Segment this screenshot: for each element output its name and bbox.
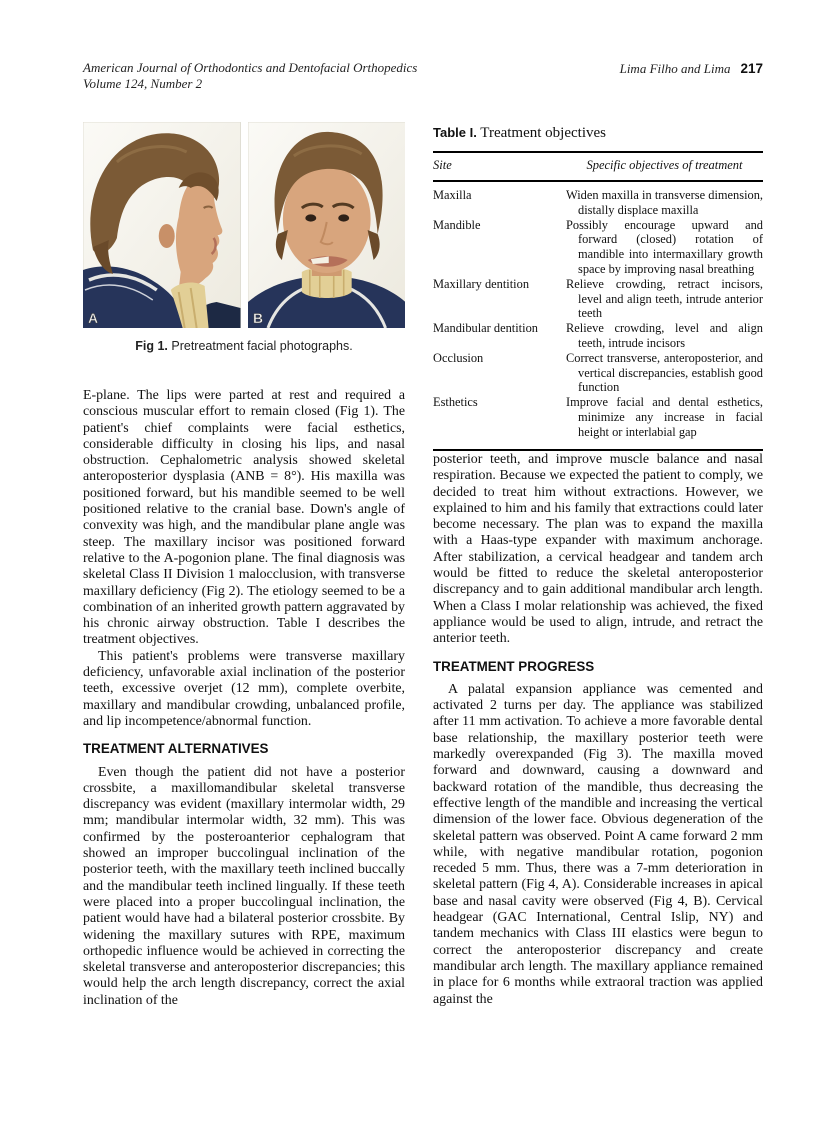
table-1-label: Table I. <box>433 125 477 140</box>
left-column <box>83 388 405 1009</box>
figure-1-caption-text: Pretreatment facial photographs. <box>167 339 353 353</box>
table-bottom-rule <box>433 449 763 451</box>
table-row <box>433 277 763 321</box>
table-row <box>433 218 763 277</box>
table-cell-objective: Relieve crowding, retract incisors, level and align teeth, intrude anterior teeth <box>566 276 763 321</box>
table-1-col-objectives: Specific objectives of treatment <box>586 158 743 172</box>
table-cell-objective: Correct transverse, anteroposterior, and vertical discrepancies, establish good function <box>566 350 763 395</box>
right-column <box>433 452 763 1008</box>
table-cell-site: Mandibular dentition <box>433 321 538 336</box>
table-cell-objective: Widen maxilla in transverse dimension, distally displace maxilla <box>566 188 763 217</box>
paragraph: A palatal expansion appliance was cemented and activated 2 turns per day. The appliance was stabilized after 11 mm activation. To achieve a more favorable dental base relationship, the maxillary posterior teeth were markedly overexpanded (Fig 3). The maxilla moved forward and downward, causing a downward and backward rotation of the mandible, thus decreasing the effective length of the mandible and increasing the vertical dimension of the lower face. Obvious degeneration of the skeletal pattern was observed. Point A came forward 2 mm while, with negative mandibular rotation, pogonion receded 5 mm. Thus, there was a 7-mm deterioration in skeletal pattern (Fig 4, A). Considerable increases in apical base and nasal cavity were observed (Fig 4, B). Cervical headgear (GAC International, Central Islip, NY) and tandem mechanics with Class III elastics were begun to correct the anteroposterior discrepancy and create mandibular arch length. The maxillary appliance remained in place for 6 months while extraoral traction was applied against the <box>433 681 763 1007</box>
profile-photo-illustration <box>83 122 241 328</box>
table-1-body <box>433 182 763 449</box>
page-number: 217 <box>740 61 763 76</box>
journal-title: American Journal of Orthodontics and Dentofacial Orthopedics <box>83 60 418 75</box>
table-cell-objective: Possibly encourage upward and forward (closed) rotation of mandible into intermaxillary growth space by improving nasal breathing <box>566 217 763 276</box>
running-authors: Lima Filho and Lima <box>619 61 731 76</box>
section-heading-treatment-progress: TREATMENT PROGRESS <box>433 658 595 674</box>
photo-b-label: B <box>252 309 263 327</box>
paragraph: posterior teeth, and improve muscle balance and nasal respiration. Because we expected the patient to comply, we decided to treat him without extractions. However, we explained to him and his family that extractions could later become necessary. The plan was to expand the maxilla with a Haas-type expander with maximum anchorage. After stabilization, a cervical headgear and tandem arch would be fitted to reduce the skeletal anteroposterior discrepancy and to gain additional mandibular arch length. When a Class I molar relationship was achieved, the fixed appliance would be used to align, intrude, and retract the anterior teeth. <box>433 452 763 647</box>
journal-volume: Volume 124, Number 2 <box>83 76 203 91</box>
table-row <box>433 188 763 218</box>
table-row <box>433 321 763 351</box>
table-cell-site: Maxilla <box>433 188 472 202</box>
table-row <box>433 395 763 439</box>
table-1-title <box>433 125 763 142</box>
table-row <box>433 351 763 395</box>
paragraph: Even though the patient did not have a posterior crossbite, a maxillomandibular skeletal transverse discrepancy was evident (maxillary intermolar width, 29 mm; mandibular intermolar width, 32 mm). This was confirmed by the posteroanterior cephalogram that showed an improper buccolingual inclination of the posterior teeth, with the maxillary teeth inclined buccally and the mandibular teeth inclined lingually. If these teeth were placed into a proper buccolingual inclination, the patient would have had a bilateral posterior crossbite. By widening the maxillary sutures with RPE, maximum orthopedic influence would be achieved in correcting the skeletal transverse and anteroposterior discrepancies; this would help the arch length discrepancy, correct the axial inclination of the <box>83 764 405 1008</box>
figure-1-caption-label: Fig 1. <box>135 339 168 353</box>
table-1-header-row <box>433 153 763 180</box>
running-head-right <box>620 60 763 78</box>
table-cell-site: Occlusion <box>433 350 484 365</box>
table-cell-site: Mandible <box>433 217 481 232</box>
figure-1-photos <box>83 122 405 328</box>
table-cell-site: Maxillary dentition <box>433 276 530 291</box>
figure-1-caption <box>83 339 405 353</box>
frontal-photo-illustration <box>248 122 406 328</box>
section-heading-treatment-alternatives: TREATMENT ALTERNATIVES <box>83 741 269 757</box>
table-1-col-site: Site <box>433 158 452 172</box>
table-1 <box>433 125 763 451</box>
running-head-left <box>83 60 503 92</box>
table-cell-objective: Improve facial and dental esthetics, minimize any increase in facial height or interlabial gap <box>566 395 763 439</box>
photo-a-label: A <box>87 309 99 327</box>
figure-1 <box>83 122 405 353</box>
table-1-title-text: Treatment objectives <box>476 125 606 141</box>
photo-profile <box>83 122 241 328</box>
paragraph: This patient's problems were transverse maxillary deficiency, unfavorable axial inclination of the posterior teeth, excessive overjet (12 mm), complete overbite, maxillary and mandibular crowding, unbalanced profile, and lip incompetence/abnormal function. <box>83 648 405 729</box>
photo-frontal <box>248 122 406 328</box>
table-cell-site: Esthetics <box>433 395 478 410</box>
table-cell-objective: Relieve crowding, level and align teeth, intrude incisors <box>566 321 763 350</box>
paragraph: E-plane. The lips were parted at rest and required a conscious muscular effort to remain closed (Fig 1). The patient's chief complaints were facial esthetics, considerable difficulty in closing his lips, and nasal obstruction. Cephalometric analysis showed skeletal anteroposterior dysplasia (ANB = 8°). His maxilla was positioned forward, but his mandible seemed to be well positioned relative to the cranial base. Down's angle of convexity was high, and the mandibular plane angle was steep. The maxillary incisor was positioned forward relative to the A-pogonion plane. The final diagnosis was skeletal Class II Division 1 malocclusion, with transverse maxillary deficiency (Fig 2). The etiology seemed to be a combination of an inherited growth pattern aggravated by his chronic airway obstruction. Table I describes the treatment objectives. <box>83 388 405 648</box>
